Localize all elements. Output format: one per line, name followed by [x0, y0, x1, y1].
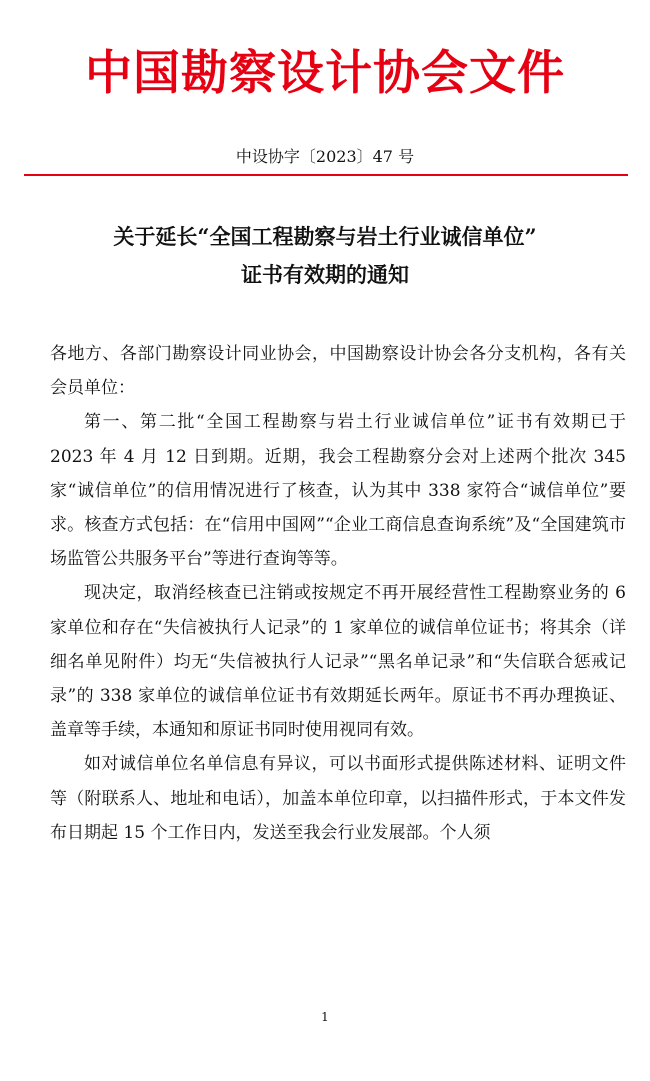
red-divider-line — [24, 174, 628, 176]
paragraph-2: 现决定，取消经核查已注销或按规定不再开展经营性工程勘察业务的 6 家单位和存在“失信被执行人记录”的 1 家单位的诚信单位证书；将其余（详细名单见附件）均无“失信被执行人记录”“黑名单记录”和“失信联合惩戒记录”的 338 家单位的诚信单位证书有效期延长两年。原证书不再办理换证、盖章等手续，本通知和原证书同时使用视同有效。 — [50, 583, 626, 741]
notice-title-line-2: 证书有效期的通知 — [241, 262, 409, 287]
notice-body — [50, 337, 626, 850]
document-number: 中设协字〔2023〕47 号 — [235, 147, 415, 166]
paragraph-1: 第一、第二批“全国工程勘察与岩土行业诚信单位”证书有效期已于 2023 年 4 月 12 日到期。近期，我会工程勘察分会对上述两个批次 345 家“诚信单位”的信用情况进行了核查，认为其中 338 家符合“诚信单位”要求。核查方式包括：在“信用中国网”“企业工商信息查询系统”及“全国建筑市场监管公共服务平台”等进行查询等等。 — [50, 412, 626, 570]
notice-title-line-1: 关于延长“全国工程勘察与岩土行业诚信单位” — [113, 224, 537, 249]
page-number: 1 — [321, 1010, 329, 1024]
paragraph-3: 如对诚信单位名单信息有异议，可以书面形式提供陈述材料、证明文件等（附联系人、地址和电话），加盖本单位印章，以扫描件形式，于本文件发布日期起 15 个工作日内，发送至我会行业发展部。个人须 — [50, 754, 626, 843]
notice-title — [0, 218, 650, 294]
document-masthead: 中国勘察设计协会文件 — [85, 46, 565, 101]
salutation: 各地方、各部门勘察设计同业协会，中国勘察设计协会各分支机构，各有关会员单位： — [50, 344, 626, 399]
